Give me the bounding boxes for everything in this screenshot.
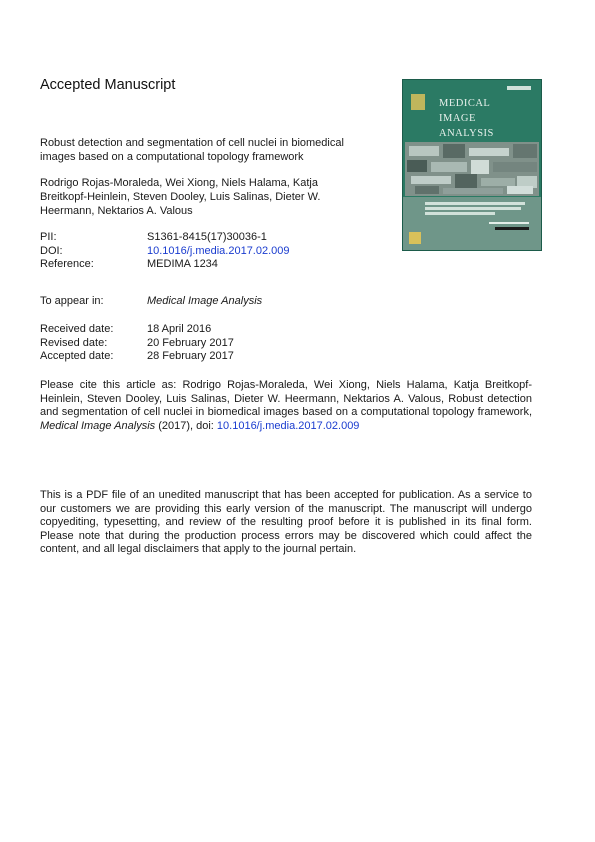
revised-date: 20 February 2017 — [147, 336, 234, 349]
page-heading: Accepted Manuscript — [40, 77, 176, 93]
reference-value: MEDIMA 1234 — [147, 258, 218, 270]
received-date: 18 April 2016 — [147, 323, 212, 335]
citation-paragraph: Please cite this article as: Rodrigo Rojas-Moraleda, Wei Xiong, Niels Halama, Katja Breitkopf-Heinlein, Steven Dooley, Luis Salinas, Dieter W. Heermann, Nektarios A. Valous, Robust detection and segmentation of cell nuclei in biomedical images based on a computational topology framework, Medical Image Analysis (2017), doi: 10.1016/j.media.2017.02.009 — [40, 379, 532, 432]
elsevier-logo-icon — [409, 232, 421, 244]
article-title: Robust detection and segmentation of cell nuclei in biomedical images based on a computational topology framework — [40, 137, 344, 163]
accepted-date: 28 February 2017 — [147, 350, 234, 362]
disclaimer-paragraph: This is a PDF file of an unedited manuscript that has been accepted for publication. As a service to our customers we are providing this early version of the manuscript. The manuscript will undergo copyediting, typesetting, and review of the resulting proof before it is published in its final form. Please note that during the production process errors may be discovered which could affect the content, and all legal disclaimers that apply to the journal pertain. — [40, 489, 532, 555]
pii-value: S1361-8415(17)30036-1 — [147, 231, 267, 243]
author-list: Rodrigo Rojas-Moraleda, Wei Xiong, Niels Halama, Katja Breitkopf-Heinlein, Steven Dooley, Luis Salinas, Dieter W. Heermann, Nektarios A. Valous — [40, 177, 321, 217]
journal-name: Medical Image Analysis — [147, 295, 263, 307]
cover-tagline — [425, 202, 525, 217]
cover-title: MEDICAL IMAGE ANALYSIS — [439, 98, 494, 139]
citation-doi-link[interactable]: 10.1016/j.media.2017.02.009 — [216, 419, 360, 432]
publisher-logo-icon — [411, 94, 425, 110]
citation-journal: Medical Image Analysis — [40, 419, 156, 432]
journal-cover-image — [402, 79, 542, 251]
identifiers-block: PII: S1361-8415(17)30036-1 DOI: 10.1016/j.media.2017.02.009 Reference: MEDIMA 1234 — [40, 231, 290, 270]
dates-block: Received date: 18 April 2016 Revised date: 20 February 2017 Accepted date: 28 February 2017 — [40, 323, 234, 362]
to-appear-in: To appear in: Medical Image Analysis — [40, 295, 263, 307]
doi-link[interactable]: 10.1016/j.media.2017.02.009 — [147, 244, 290, 257]
